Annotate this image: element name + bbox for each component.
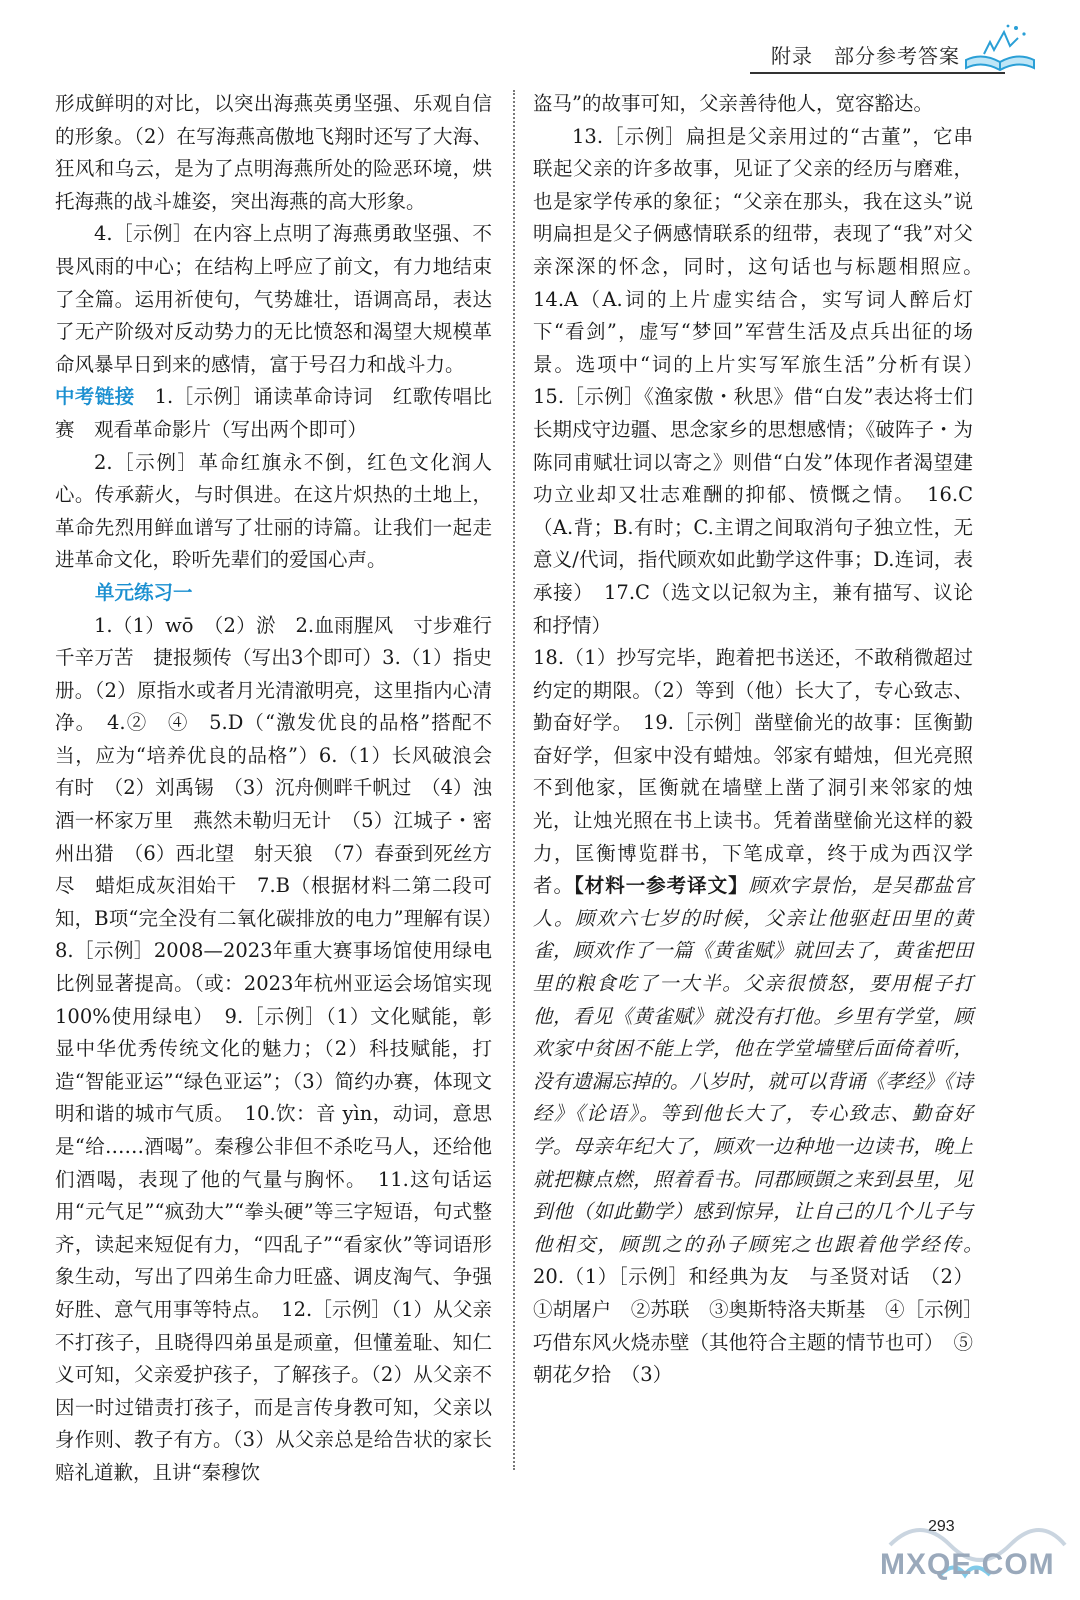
answer-text: 1.［示例］诵读革命诗词 红歌传唱比赛 观看革命影片（写出两个即可）	[55, 385, 492, 441]
page-number: 293	[928, 1518, 955, 1535]
answer-paragraph: 盗马”的故事可知，父亲善待他人，宽容豁达。	[533, 92, 933, 115]
answer-paragraph	[533, 642, 973, 1392]
left-column	[55, 88, 512, 1490]
section-label-zhongkao: 中考链接	[55, 385, 135, 409]
translation-label: 【材料一参考译文】	[573, 874, 749, 898]
answer-text: 18.（1）抄写完毕，跑着把书送还，不敢稍微超过约定的期限。（2）等到（他）长大了，专心致志、勤奋好学。 19.［示例］凿壁偷光的故事：匡衡勤奋好学，但家中没有蜡烛。邻家有蜡烛，但光亮照不到他家，匡衡就在墙壁上凿了洞引来邻家的烛光，让烛光照在书上读书。凭着凿壁偷光这样的毅力，匡衡博览群书，下笔成章，终于成为西汉学者。	[533, 646, 973, 898]
right-column	[533, 88, 993, 1392]
header-title: 附录 部分参考答案	[771, 44, 960, 68]
answer-paragraph: 形成鲜明的对比，以突出海燕英勇坚强、乐观自信的形象。（2）在写海燕高傲地飞翔时还写了大海、狂风和乌云，是为了点明海燕所处的险恶环境，烘托海燕的战斗雄姿，突出海燕的高大形象。	[55, 92, 492, 213]
watermark-text: MXQE.COM	[880, 1548, 1055, 1581]
answer-paragraph: 1.（1）wō （2）淤 2.血雨腥风 寸步难行 千辛万苦 捷报频传（写出3个即可）3.（1）指史册。（2）原指水或者月光清澈明亮，这里指内心清净。 4.② ④ 5.D（“激发优良的品格”搭配不当，应为“培养优良的品格”）6.（1）长风破浪会有时 （2）刘禹锡 （3）沉舟侧畔千帆过 （4）浊酒一杯家万里 燕然未勒归无计 （5）江城子・密州出猎 （6）西北望 射天狼 （7）春蚕到死丝方尽 蜡炬成灰泪始干 7.B（根据材料二第二段可知，B项“完全没有二氧化碳排放的电力”理解有误） 8.［示例］2008—2023年重大赛事场馆使用绿电比例显著提高。（或：2023年杭州亚运会场馆实现100%使用绿电） 9.［示例］（1）文化赋能，彰显中华优秀传统文化的魅力；（2）科技赋能，打造“智能亚运”“绿色亚运”；（3）简约办赛，体现文明和谐的城市气质。 10.饮：音 yìn，动词，意思是“给……酒喝”。秦穆公非但不杀吃马人，还给他们酒喝，表现了他的气量与胸怀。 11.这句话运用“元气足”“疯劲大”“拳头硬”等三字短语，句式整齐，读起来短促有力，“四乱子”“看家伙”等词语形象生动，写出了四弟生命力旺盛、调皮淘气、争强好胜、意气用事等特点。 12.［示例］（1）从父亲不打孩子，且晓得四弟虽是顽童，但懂羞耻、知仁义可知，父亲爱护孩子，了解孩子。（2）从父亲不因一时过错责打孩子，而是言传身教可知，父亲以身作则、教子有方。（3）从父亲总是给告状的家长赔礼道歉，且讲“秦穆饮	[55, 613, 512, 1484]
answer-paragraph: 4.［示例］在内容上点明了海燕勇敢坚强、不畏风雨的中心；在结构上呼应了前文，有力地结束了全篇。运用祈使句，气势雄壮，语调高昂，表达了无产阶级对反动势力的无比愤怒和渴望大规模革命风暴早日到来的感情，富于号召力和战斗力。	[55, 222, 492, 376]
open-book-icon	[960, 18, 1040, 78]
answer-paragraph: 13.［示例］扁担是父亲用过的“古董”，它串联起父亲的许多故事，见证了父亲的经历与磨难，也是家学传承的象征；“父亲在那头，我在这头”说明扁担是父子俩感情联系的纽带，表现了“我”对父亲深深的怀念，同时，这句话也与标题相照应。 14.A（A.词的上片虚实结合，实写词人醉后灯下“看剑”，虚写“梦回”军营生活及点兵出征的场景。选项中“词的上片实写军旅生活”分析有误） 15.［示例］《渔家傲・秋思》借“白发”表达将士们长期戍守边疆、思念家乡的思想感情；《破阵子・为陈同甫赋壮词以寄之》则借“白发”体现作者渴望建功立业却又壮志难酬的抑郁、愤慨之情。 16.C（A.背；B.有时；C.主谓之间取消句子独立性，无意义/代词，指代顾欢如此勤学这件事；D.连词，表承接） 17.C（选文以记叙为主，兼有描写、议论和抒情）	[533, 124, 993, 637]
answer-paragraph	[55, 381, 492, 446]
unit-title: 单元练习一	[95, 580, 193, 604]
answer-text: 20.（1）［示例］和经典为友 与圣贤对话 （2）①胡屠户 ②苏联 ③奥斯特洛夫斯基 ④［示例］巧借东风火烧赤壁（其他符合主题的情节也可） ⑤朝花夕拾 （3）	[533, 1265, 973, 1387]
answer-paragraph: 2.［示例］革命红旗永不倒，红色文化润人心。传承薪火，与时俱进。在这片炽热的土地上，革命先烈用鲜血谱写了壮丽的诗篇。让我们一起走进革命文化，聆听先辈们的爱国心声。	[55, 450, 492, 572]
translation-text: 顾欢字景怡，是吴郡盐官人。顾欢六七岁的时候，父亲让他驱赶田里的黄雀，顾欢作了一篇《黄雀赋》就回去了，黄雀把田里的粮食吃了一大半。父亲很愤怒，要用棍子打他，看见《黄雀赋》就没有打他。乡里有学堂，顾欢家中贫困不能上学，他在学堂墙壁后面倚着听，没有遗漏忘掉的。八岁时，就可以背诵《孝经》《诗经》《论语》。等到他长大了，专心致志、勤奋好学。母亲年纪大了，顾欢一边种地一边读书，晚上就把糠点燃，照着看书。同郡顾顗之来到县里，见到他（如此勤学）感到惊异，让自己的几个儿子与他相交，顾凯之的孙子顾宪之也跟着他学经传。	[533, 874, 973, 1256]
page-header	[0, 0, 1080, 80]
column-divider	[513, 90, 515, 1470]
